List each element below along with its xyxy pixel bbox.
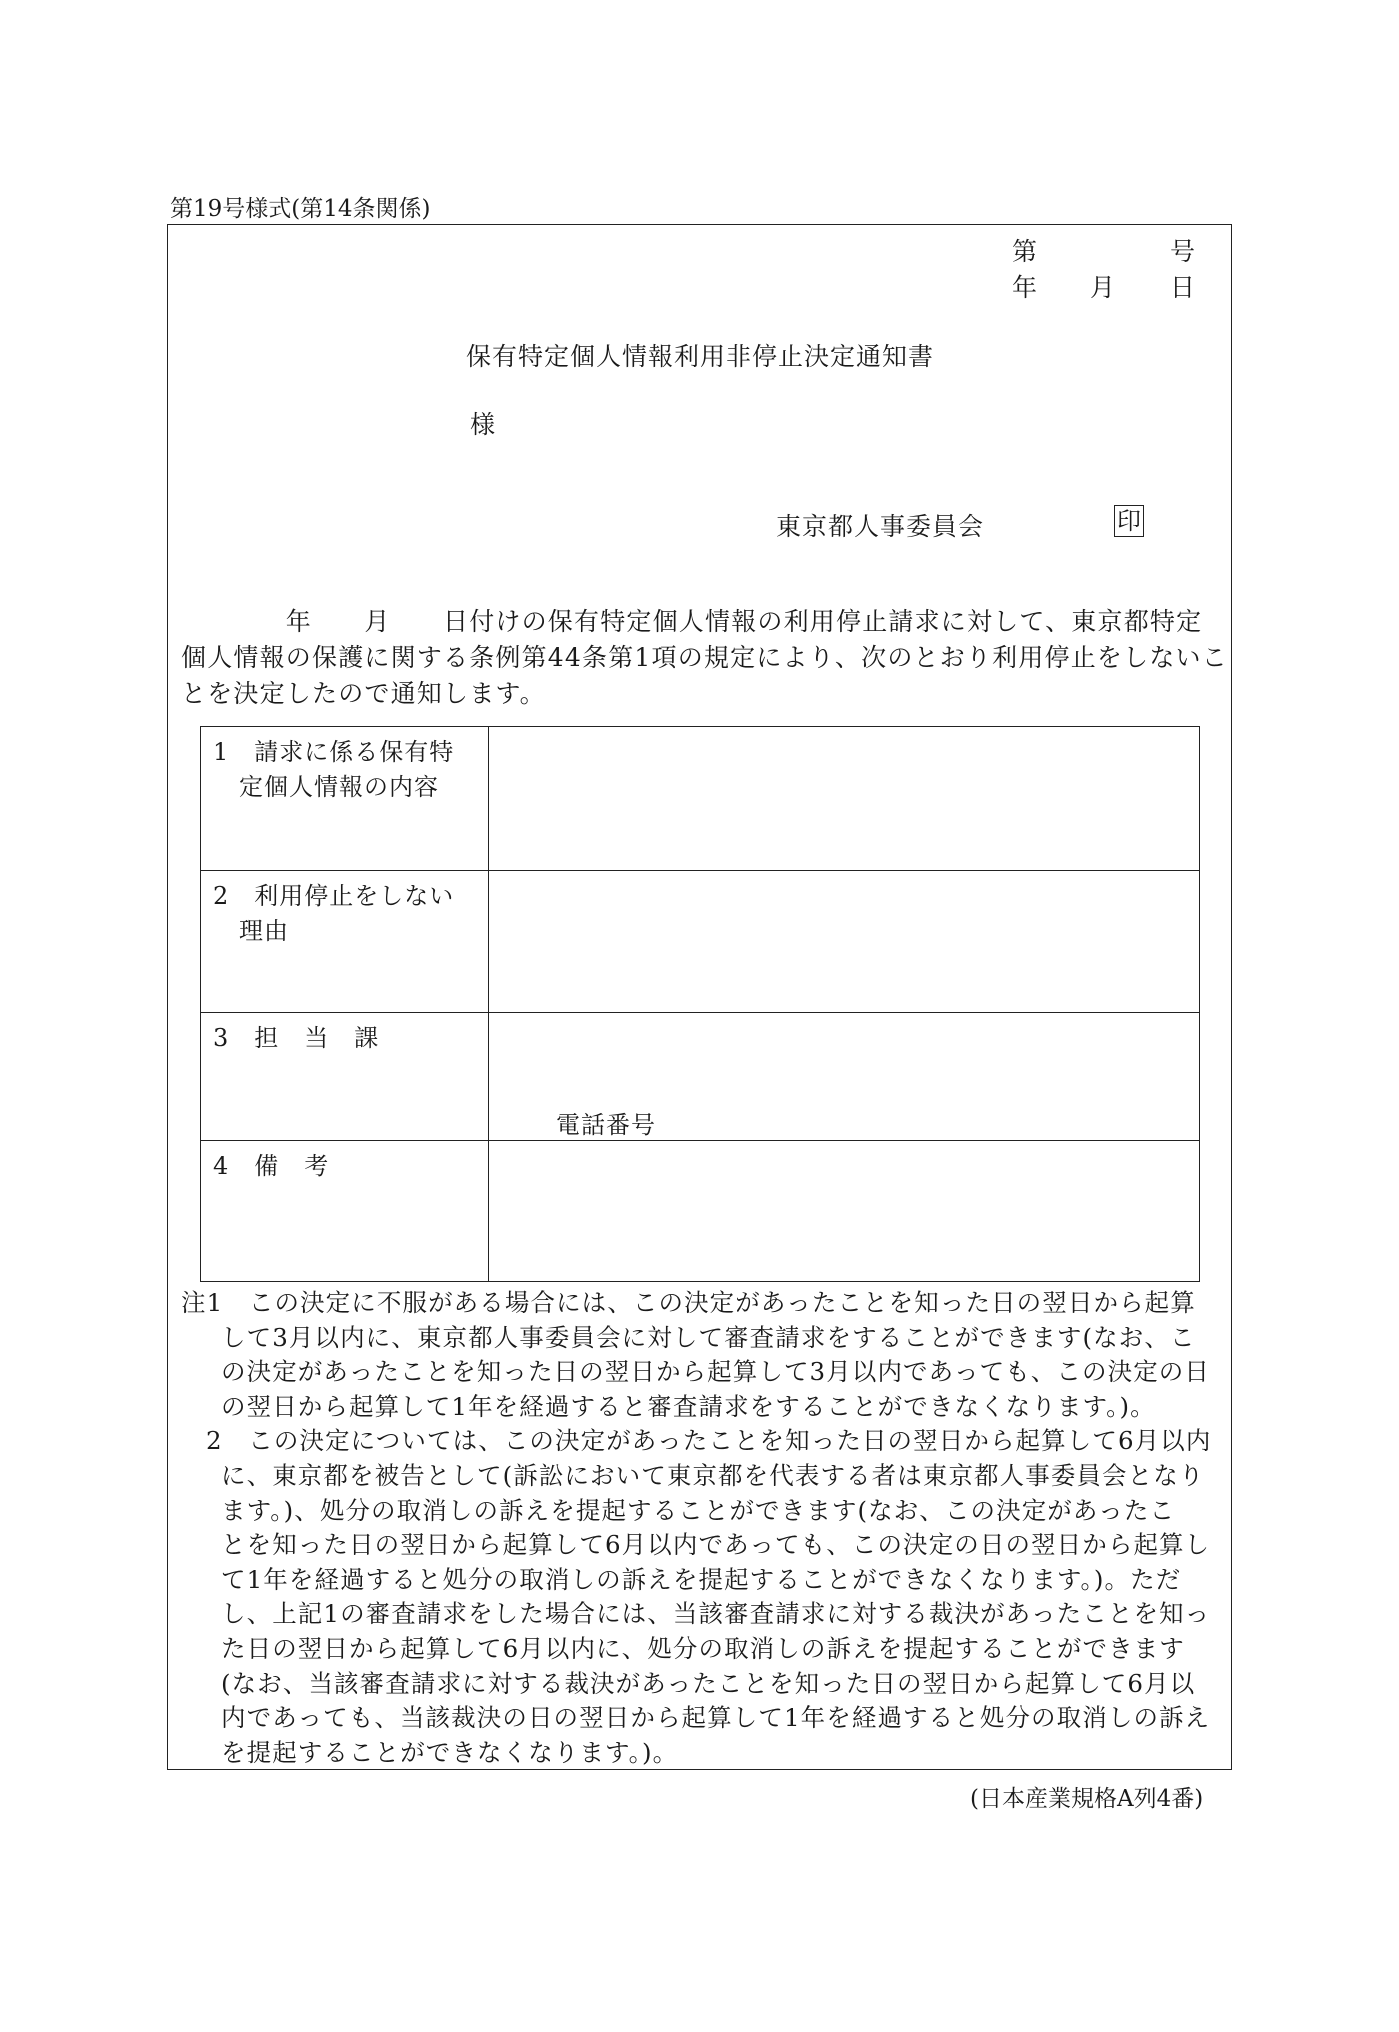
table-row [201,1012,1199,1140]
body-line: とを決定したので通知します。 [181,679,546,708]
seal-mark: 印 [1114,505,1144,537]
row-label-line1: 4 備 考 [213,1152,330,1180]
document-title: 保有特定個人情報利用非停止決定通知書 [466,342,935,371]
note-line: の翌日から起算して1年を経過すると審査請求をすることができなくなります。)。 [221,1391,1156,1421]
number-prefix: 第 [1012,237,1038,266]
table-row [201,727,1199,870]
row-label [213,879,454,949]
date-month: 月 [1090,273,1116,302]
row-label-line2: 定個人情報の内容 [239,773,439,801]
note-line: 内であっても、当該裁決の日の翌日から起算して1年を経過すると処分の取消しの訴え [221,1703,1211,1733]
body-paragraph [181,604,1228,712]
date-year: 年 [1012,273,1038,302]
date-day: 日 [1170,273,1196,302]
note-line: ます。)、処分の取消しの訴えを提起することができます(なお、この決定があったこ [221,1495,1176,1525]
note-line: (なお、当該審査請求に対する裁決があったことを知った日の翌日から起算して6月以 [221,1668,1196,1698]
table-row [201,870,1199,1012]
row-label [213,1021,379,1056]
body-line: 個人情報の保護に関する条例第44条第1項の規定により、次のとおり利用停止をしないこ [181,643,1228,672]
note-line: た日の翌日から起算して6月以内に、処分の取消しの訴えを提起することができます [221,1633,1185,1663]
note-line: し、上記1の審査請求をした場合には、当該審査請求に対する裁決があったことを知っ [221,1599,1211,1629]
phone-number-label: 電話番号 [556,1111,656,1139]
row-label [213,1149,329,1184]
note-line: とを知った日の翌日から起算して6月以内であっても、この決定の日の翌日から起算し [221,1530,1211,1560]
addressee-suffix: 様 [470,410,496,439]
paper-size-note: (日本産業規格A列4番) [970,1786,1204,1812]
note-line: に、東京都を被告として(訴訟において東京都を代表する者は東京都人事委員会となり [221,1460,1205,1490]
notes-section [181,1286,1226,1770]
row-label-line1: 1 請求に係る保有特 [213,738,455,766]
number-suffix: 号 [1170,237,1196,266]
body-line: 年 月 日付けの保有特定個人情報の利用停止請求に対して、東京都特定 [181,607,1203,636]
details-table [200,726,1200,1282]
row-label-line1: 3 担 当 課 [213,1024,380,1052]
note-line: を提起することができなくなります。)。 [221,1737,679,1767]
note-line: 注1 この決定に不服がある場合には、この決定があったことを知った日の翌日から起算 [181,1288,1196,1317]
note-line: して3月以内に、東京都人事委員会に対して審査請求をすることができます(なお、こ [221,1322,1196,1352]
note-line: 2 この決定については、この決定があったことを知った日の翌日から起算して6月以内 [206,1426,1212,1456]
table-row [201,1140,1199,1283]
row-label-line2: 理由 [239,917,289,945]
form-number-label: 第19号様式(第14条関係) [170,196,431,222]
row-label [213,735,454,805]
note-line: の決定があったことを知った日の翌日から起算して3月以内であっても、この決定の日 [221,1357,1210,1387]
row-label-line1: 2 利用停止をしない [213,882,455,910]
issuer-name: 東京都人事委員会 [776,512,985,541]
note-line: て1年を経過すると処分の取消しの訴えを提起することができなくなります。)。ただ [221,1564,1182,1594]
